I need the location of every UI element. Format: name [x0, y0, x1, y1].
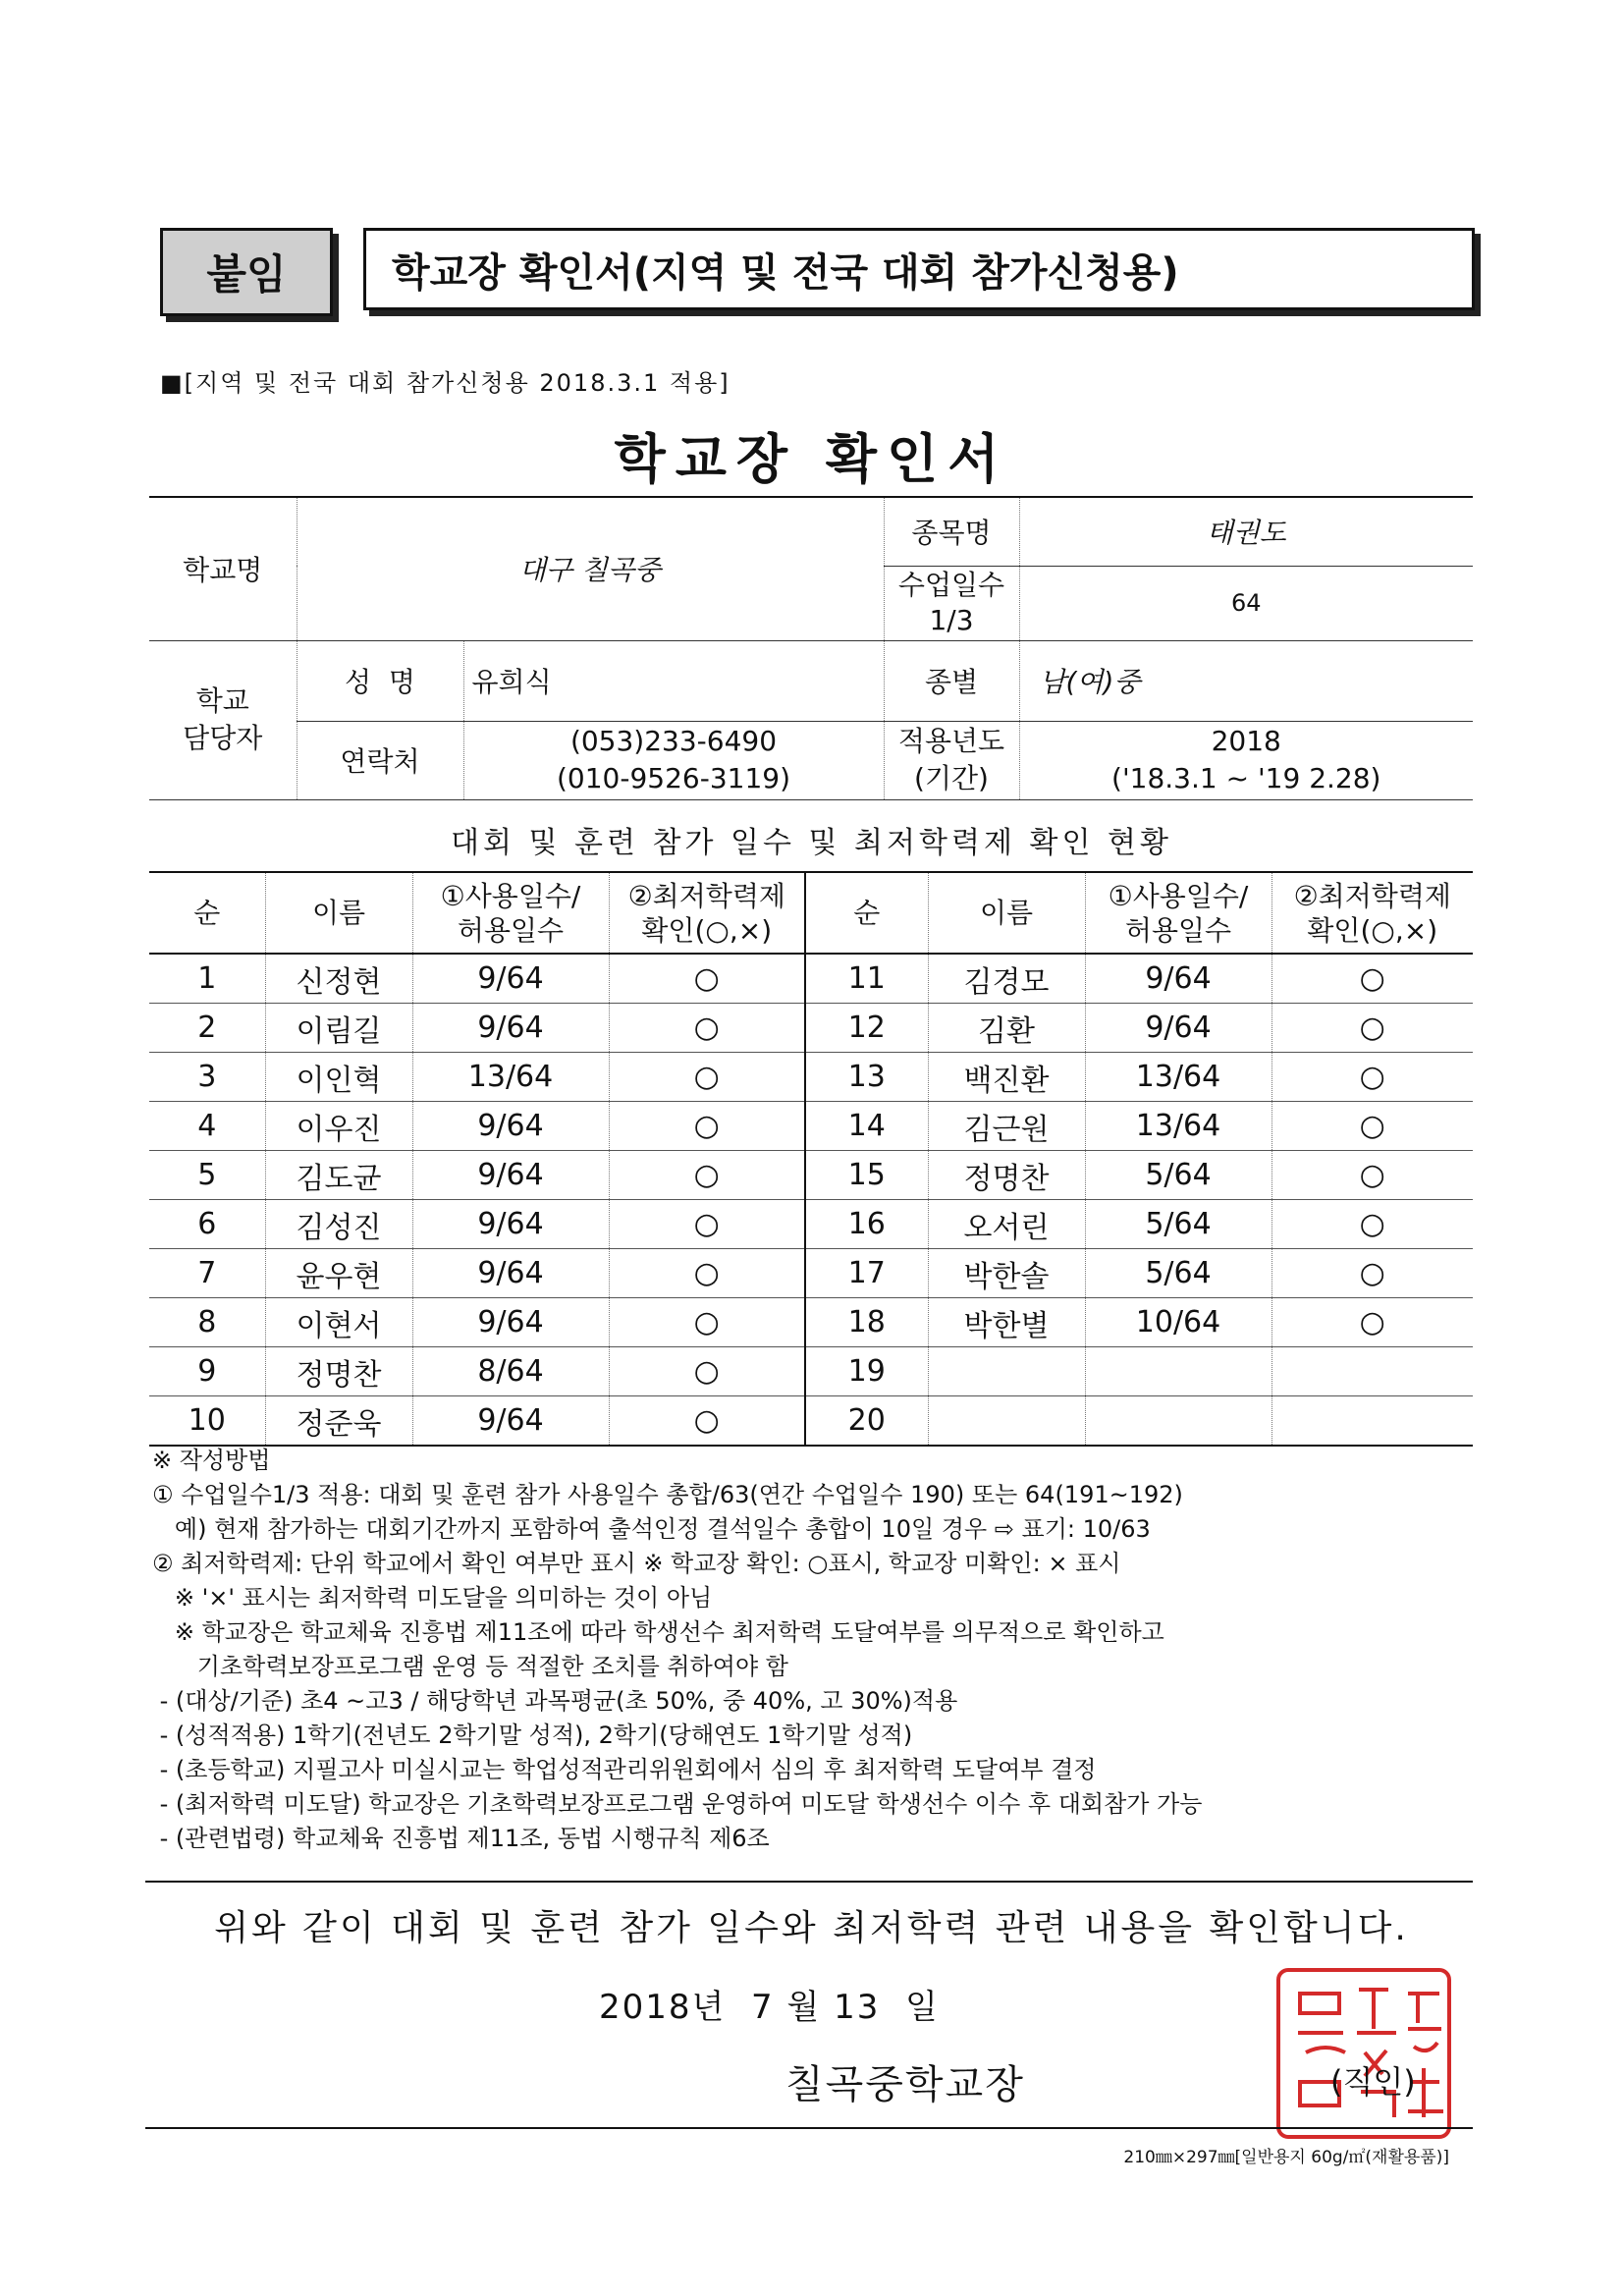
days-used-left: 9/64 [412, 1004, 609, 1053]
row-no-right: 11 [805, 954, 928, 1004]
student-name-left: 이인혁 [265, 1053, 412, 1102]
student-name-left: 김성진 [265, 1200, 412, 1249]
year-value [1019, 721, 1473, 799]
col-no-left: 순 [149, 872, 265, 954]
student-name-left: 이현서 [265, 1298, 412, 1347]
student-name-right [928, 1347, 1085, 1396]
sport-label: 종목명 [884, 497, 1019, 566]
student-name-right: 오서린 [928, 1200, 1085, 1249]
manager-name-value: 유희식 [463, 640, 884, 721]
confirm-mark-left: ○ [609, 1004, 805, 1053]
gender-label: 종별 [884, 640, 1019, 721]
row-no-right: 15 [805, 1151, 928, 1200]
student-name-right: 정명찬 [928, 1151, 1085, 1200]
days-used-right: 5/64 [1085, 1151, 1271, 1200]
days-used-right [1085, 1396, 1271, 1447]
days-used-left: 9/64 [412, 1298, 609, 1347]
row-no-right: 16 [805, 1200, 928, 1249]
row-no-left: 6 [149, 1200, 265, 1249]
paper-spec-footer: 210㎜×297㎜[일반용지 60g/㎡(재활용품)] [1123, 2148, 1449, 2167]
table-row [149, 1347, 1473, 1396]
contact-phone-2: (010-9526-3119) [556, 762, 790, 794]
row-no-left: 5 [149, 1151, 265, 1200]
confirm-mark-left: ○ [609, 1298, 805, 1347]
col-confirm-left-line2: 확인(○,×) [641, 913, 773, 947]
confirm-mark-left: ○ [609, 1053, 805, 1102]
col-confirm-right-line1: ②최저학력제 [1293, 879, 1451, 912]
student-name-right: 백진환 [928, 1053, 1085, 1102]
instruction-line: ② 최저학력제: 단위 학교에서 확인 여부만 표시 ※ 학교장 확인: ○표시, 학교장 미확인: × 표시 [152, 1550, 1121, 1577]
confirm-mark-left: ○ [609, 954, 805, 1004]
row-no-right: 18 [805, 1298, 928, 1347]
confirmation-statement: 위와 같이 대회 및 훈련 참가 일수와 최저학력 관련 내용을 확인합니다. [214, 1908, 1409, 1948]
instructions-list [152, 1444, 1478, 1856]
signer-title: 칠곡중학교장 [785, 2062, 1025, 2107]
instruction-line: - (최저학력 미도달) 학교장은 기초학력보장프로그램 운영하여 미도달 학생선수 이수 후 대회참가 가능 [152, 1790, 1203, 1818]
student-name-left: 정준욱 [265, 1396, 412, 1447]
days-used-right: 13/64 [1085, 1053, 1271, 1102]
row-no-right: 12 [805, 1004, 928, 1053]
days-used-left: 9/64 [412, 1151, 609, 1200]
student-name-left: 윤우현 [265, 1249, 412, 1298]
year-label-line1: 적용년도 [897, 725, 1005, 758]
instruction-line: - (관련법령) 학교체육 진흥법 제11조, 동법 시행규칙 제6조 [152, 1825, 770, 1852]
school-name-value: 대구 칠곡중 [297, 497, 884, 640]
confirm-mark-right: ○ [1271, 1004, 1473, 1053]
manager-label [149, 640, 297, 799]
table-row [149, 1298, 1473, 1347]
sport-value: 태권도 [1019, 497, 1473, 566]
days-used-right: 10/64 [1085, 1298, 1271, 1347]
year-label [884, 721, 1019, 799]
form-title-box: 학교장 확인서(지역 및 전국 대회 참가신청용) [363, 228, 1475, 310]
attachment-tag: 붙임 [160, 228, 333, 316]
days-used-left: 13/64 [412, 1053, 609, 1102]
confirm-mark-right: ○ [1271, 1249, 1473, 1298]
row-no-left: 7 [149, 1249, 265, 1298]
seal-label: (직인) [1330, 2063, 1416, 2101]
participation-table [149, 871, 1473, 1447]
table-row [149, 1102, 1473, 1151]
school-days-value: 64 [1019, 566, 1473, 640]
confirm-mark-right: ○ [1271, 1102, 1473, 1151]
row-no-left: 2 [149, 1004, 265, 1053]
document-title: 학교장 확인서 [614, 428, 1009, 490]
contact-value [463, 721, 884, 799]
manager-name-label: 성 명 [297, 640, 463, 721]
instruction-line: - (성적적용) 1학기(전년도 2학기말 성적), 2학기(당해연도 1학기말 성적) [152, 1722, 913, 1749]
confirm-mark-right: ○ [1271, 1151, 1473, 1200]
col-days-right [1085, 872, 1271, 954]
year-label-line2: (기간) [914, 762, 989, 794]
student-name-left: 이우진 [265, 1102, 412, 1151]
instruction-line: - (대상/기준) 초4 ~고3 / 해당학년 과목평균(초 50%, 중 40%, 고 30%)적용 [152, 1687, 958, 1715]
col-confirm-right-line2: 확인(○,×) [1307, 913, 1438, 947]
table-row [149, 1053, 1473, 1102]
row-no-left: 10 [149, 1396, 265, 1447]
gender-value: 남(여)중 [1019, 640, 1473, 721]
student-name-right: 박한솔 [928, 1249, 1085, 1298]
signature-date: 2018년 7 월 13 일 [599, 1988, 940, 2027]
col-days-right-line1: ①사용일수/ [1108, 879, 1249, 912]
row-no-right: 17 [805, 1249, 928, 1298]
days-used-right [1085, 1347, 1271, 1396]
confirm-mark-right [1271, 1347, 1473, 1396]
col-days-left [412, 872, 609, 954]
student-name-right: 김경모 [928, 954, 1085, 1004]
student-name-left: 김도균 [265, 1151, 412, 1200]
row-no-right: 20 [805, 1396, 928, 1447]
table-row [149, 1004, 1473, 1053]
student-name-right [928, 1396, 1085, 1447]
row-no-left: 4 [149, 1102, 265, 1151]
confirm-mark-left: ○ [609, 1200, 805, 1249]
student-name-right: 김환 [928, 1004, 1085, 1053]
manager-label-line2: 담당자 [183, 722, 263, 754]
confirm-mark-left: ○ [609, 1151, 805, 1200]
col-days-right-line2: 허용일수 [1124, 913, 1232, 947]
days-used-left: 9/64 [412, 1249, 609, 1298]
row-no-left: 8 [149, 1298, 265, 1347]
divider-bottom [145, 2127, 1473, 2129]
student-name-left: 정명찬 [265, 1347, 412, 1396]
section-title: 대회 및 훈련 참가 일수 및 최저학력제 확인 현황 [451, 826, 1172, 860]
instruction-line: 예) 현재 참가하는 대회기간까지 포함하여 출석인정 결석일수 총합이 10일 경우 ⇨ 표기: 10/63 [152, 1515, 1151, 1543]
days-used-left: 9/64 [412, 1200, 609, 1249]
table-row [149, 1396, 1473, 1447]
confirm-mark-right: ○ [1271, 1298, 1473, 1347]
contact-phone-1: (053)233-6490 [569, 725, 778, 758]
student-name-left: 신정현 [265, 954, 412, 1004]
days-used-left: 8/64 [412, 1347, 609, 1396]
instruction-line: - (초등학교) 지필고사 미실시교는 학업성적관리위원회에서 심의 후 최저학력 도달여부 결정 [152, 1756, 1097, 1783]
student-name-right: 박한별 [928, 1298, 1085, 1347]
instruction-line: ※ 학교장은 학교체육 진흥법 제11조에 따라 학생선수 최저학력 도달여부를 의무적으로 확인하고 [152, 1618, 1164, 1646]
row-no-right: 14 [805, 1102, 928, 1151]
instruction-line: ※ 작성방법 [152, 1447, 271, 1474]
days-used-right: 5/64 [1085, 1249, 1271, 1298]
row-no-right: 13 [805, 1053, 928, 1102]
student-name-right: 김근원 [928, 1102, 1085, 1151]
row-no-left: 3 [149, 1053, 265, 1102]
confirm-mark-left: ○ [609, 1347, 805, 1396]
divider-top [145, 1881, 1473, 1883]
col-confirm-left-line1: ②최저학력제 [627, 879, 785, 912]
school-days-label [884, 566, 1019, 640]
table-row [149, 1151, 1473, 1200]
school-info-table [149, 496, 1473, 800]
instruction-line: 기초학력보장프로그램 운영 등 적절한 조치를 취하여야 함 [152, 1653, 788, 1680]
school-name-label: 학교명 [149, 497, 297, 640]
confirm-mark-left: ○ [609, 1396, 805, 1447]
col-no-right: 순 [805, 872, 928, 954]
applicability-note: ■[지역 및 전국 대회 참가신청용 2018.3.1 적용] [160, 369, 730, 397]
manager-label-line1: 학교 [195, 684, 249, 718]
school-days-label-line2: 1/3 [929, 604, 974, 636]
days-used-right: 9/64 [1085, 954, 1271, 1004]
confirm-mark-right: ○ [1271, 1053, 1473, 1102]
col-confirm-left [609, 872, 805, 954]
confirm-mark-left: ○ [609, 1249, 805, 1298]
table-row [149, 1200, 1473, 1249]
days-used-left: 9/64 [412, 1396, 609, 1447]
row-no-right: 19 [805, 1347, 928, 1396]
student-name-left: 이림길 [265, 1004, 412, 1053]
col-name-left: 이름 [265, 872, 412, 954]
table-header-row [149, 872, 1473, 954]
days-used-right: 5/64 [1085, 1200, 1271, 1249]
row-no-left: 9 [149, 1347, 265, 1396]
row-no-left: 1 [149, 954, 265, 1004]
confirm-mark-left: ○ [609, 1102, 805, 1151]
year-value-line2: ('18.3.1 ~ '19 2.28) [1111, 762, 1381, 794]
instruction-line: ※ '×' 표시는 최저학력 미도달을 의미하는 것이 아님 [152, 1584, 713, 1612]
confirm-mark-right: ○ [1271, 954, 1473, 1004]
contact-label: 연락처 [297, 721, 463, 799]
confirm-mark-right: ○ [1271, 1200, 1473, 1249]
official-seal-stamp [1271, 1964, 1457, 2143]
confirm-mark-right [1271, 1396, 1473, 1447]
days-used-left: 9/64 [412, 1102, 609, 1151]
table-row [149, 954, 1473, 1004]
year-value-line1: 2018 [1211, 725, 1281, 758]
school-days-label-line1: 수업일수 [897, 568, 1005, 601]
col-days-left-line2: 허용일수 [457, 913, 565, 947]
days-used-left: 9/64 [412, 954, 609, 1004]
table-row [149, 1249, 1473, 1298]
col-days-left-line1: ①사용일수/ [440, 879, 581, 912]
instruction-line: ① 수업일수1/3 적용: 대회 및 훈련 참가 사용일수 총합/63(연간 수업일수 190) 또는 64(191~192) [152, 1481, 1183, 1508]
col-name-right: 이름 [928, 872, 1085, 954]
days-used-right: 13/64 [1085, 1102, 1271, 1151]
days-used-right: 9/64 [1085, 1004, 1271, 1053]
col-confirm-right [1271, 872, 1473, 954]
